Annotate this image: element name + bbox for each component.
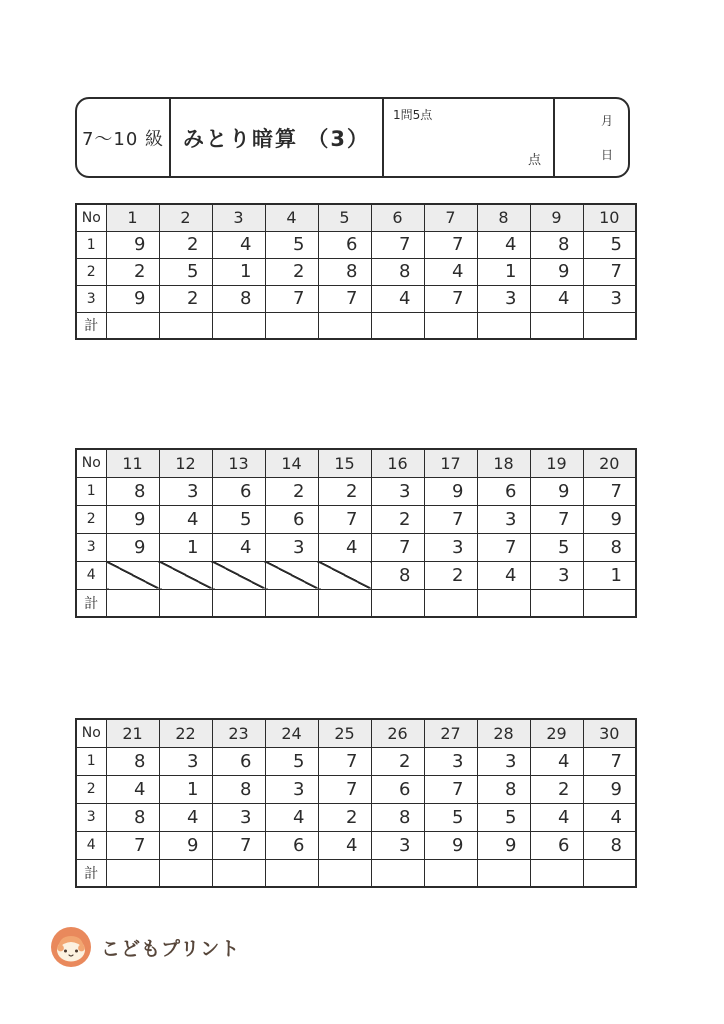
problem-number-header: 20 (583, 449, 636, 477)
problem-number-header: 8 (477, 204, 530, 231)
addend-cell: 3 (424, 533, 477, 561)
problem-number-header: 12 (159, 449, 212, 477)
addend-cell: 2 (530, 775, 583, 803)
problem-number-header: 10 (583, 204, 636, 231)
addend-cell: 3 (530, 561, 583, 589)
total-answer-cell (583, 589, 636, 617)
date-cell (555, 99, 628, 176)
addend-cell: 4 (530, 803, 583, 831)
addend-cell: 8 (106, 477, 159, 505)
score-cell (384, 99, 555, 176)
addend-cell: 7 (424, 505, 477, 533)
total-answer-cell (318, 859, 371, 887)
total-answer-cell (583, 312, 636, 339)
addend-cell: 7 (477, 533, 530, 561)
problem-number-header: 16 (371, 449, 424, 477)
addend-cell: 8 (477, 775, 530, 803)
addend-cell: 6 (265, 505, 318, 533)
addend-cell: 7 (424, 231, 477, 258)
addend-cell: 7 (265, 285, 318, 312)
total-row-label: 計 (76, 312, 106, 339)
row-number-label: 2 (76, 505, 106, 533)
addend-cell: 4 (159, 505, 212, 533)
addend-cell: 5 (159, 258, 212, 285)
addend-cell: 7 (424, 285, 477, 312)
problems-grid (75, 448, 637, 618)
addend-cell: 9 (159, 831, 212, 859)
addend-cell: 1 (583, 561, 636, 589)
addend-cell: 7 (530, 505, 583, 533)
addend-cell: 2 (106, 258, 159, 285)
row-number-label: 4 (76, 561, 106, 589)
total-answer-cell (530, 859, 583, 887)
row-number-label: 2 (76, 775, 106, 803)
addend-cell: 2 (159, 285, 212, 312)
row-number-label: 4 (76, 831, 106, 859)
addend-cell: 2 (265, 258, 318, 285)
total-answer-cell (265, 312, 318, 339)
addend-cell: 2 (318, 803, 371, 831)
addend-cell: 4 (318, 533, 371, 561)
problem-number-header: 17 (424, 449, 477, 477)
addend-cell: 4 (318, 831, 371, 859)
problem-number-header: 9 (530, 204, 583, 231)
total-answer-cell (106, 312, 159, 339)
problem-number-header: 27 (424, 719, 477, 747)
total-answer-cell (477, 312, 530, 339)
addend-cell: 3 (424, 747, 477, 775)
problem-number-header: 15 (318, 449, 371, 477)
addend-cell: 9 (106, 231, 159, 258)
problem-number-header: 7 (424, 204, 477, 231)
problem-number-header: 18 (477, 449, 530, 477)
addend-cell: 9 (530, 477, 583, 505)
logo-text: こどもプリント (101, 937, 241, 960)
score-unit-label: 点 (527, 153, 541, 168)
addend-cell: 8 (530, 231, 583, 258)
addend-cell: 7 (371, 533, 424, 561)
total-answer-cell (371, 859, 424, 887)
addend-cell: 2 (265, 477, 318, 505)
addend-cell: 2 (371, 505, 424, 533)
addend-cell: 8 (371, 803, 424, 831)
addend-cell: 4 (159, 803, 212, 831)
addend-cell: 4 (477, 231, 530, 258)
problems-table-2 (75, 448, 637, 618)
total-answer-cell (212, 589, 265, 617)
addend-cell: 6 (371, 775, 424, 803)
addend-cell: 9 (106, 533, 159, 561)
row-number-label: 1 (76, 477, 106, 505)
addend-cell: 7 (212, 831, 265, 859)
month-label: 月 (600, 114, 613, 128)
problem-number-header: 25 (318, 719, 371, 747)
addend-cell: 5 (265, 747, 318, 775)
slash-cell (318, 561, 371, 589)
total-answer-cell (265, 859, 318, 887)
addend-cell: 9 (424, 477, 477, 505)
addend-cell: 8 (371, 561, 424, 589)
addend-cell: 7 (318, 775, 371, 803)
addend-cell: 8 (212, 285, 265, 312)
problems-table-3 (75, 718, 637, 888)
total-answer-cell (424, 312, 477, 339)
total-answer-cell (371, 589, 424, 617)
problem-number-header: 3 (212, 204, 265, 231)
addend-cell: 4 (371, 285, 424, 312)
addend-cell: 5 (265, 231, 318, 258)
problem-number-header: 19 (530, 449, 583, 477)
problem-number-header: 1 (106, 204, 159, 231)
problem-number-header: 22 (159, 719, 212, 747)
addend-cell: 2 (371, 747, 424, 775)
problem-number-header: 5 (318, 204, 371, 231)
points-per-question-label: 1問5点 (393, 108, 433, 122)
no-column-header: No (76, 449, 106, 477)
addend-cell: 7 (318, 285, 371, 312)
addend-cell: 6 (212, 477, 265, 505)
addend-cell: 9 (530, 258, 583, 285)
problems-grid (75, 718, 637, 888)
addend-cell: 8 (106, 747, 159, 775)
row-number-label: 3 (76, 285, 106, 312)
addend-cell: 4 (583, 803, 636, 831)
slash-cell (265, 561, 318, 589)
total-answer-cell (530, 312, 583, 339)
addend-cell: 4 (477, 561, 530, 589)
addend-cell: 3 (371, 831, 424, 859)
addend-cell: 5 (583, 231, 636, 258)
addend-cell: 7 (583, 477, 636, 505)
addend-cell: 7 (583, 747, 636, 775)
addend-cell: 8 (212, 775, 265, 803)
row-number-label: 2 (76, 258, 106, 285)
problem-number-header: 26 (371, 719, 424, 747)
logo (50, 926, 240, 968)
addend-cell: 4 (530, 747, 583, 775)
addend-cell: 8 (583, 831, 636, 859)
slash-cell (159, 561, 212, 589)
addend-cell: 1 (159, 533, 212, 561)
addend-cell: 3 (212, 803, 265, 831)
addend-cell: 3 (583, 285, 636, 312)
problem-number-header: 24 (265, 719, 318, 747)
total-answer-cell (371, 312, 424, 339)
slash-cell (106, 561, 159, 589)
total-answer-cell (424, 859, 477, 887)
cat-logo-icon (50, 926, 92, 968)
addend-cell: 3 (265, 533, 318, 561)
total-answer-cell (318, 589, 371, 617)
addend-cell: 6 (212, 747, 265, 775)
addend-cell: 1 (212, 258, 265, 285)
addend-cell: 8 (583, 533, 636, 561)
problem-number-header: 28 (477, 719, 530, 747)
addend-cell: 4 (424, 258, 477, 285)
total-answer-cell (212, 859, 265, 887)
problem-number-header: 13 (212, 449, 265, 477)
total-answer-cell (477, 589, 530, 617)
addend-cell: 8 (106, 803, 159, 831)
addend-cell: 7 (318, 505, 371, 533)
addend-cell: 5 (530, 533, 583, 561)
total-answer-cell (159, 859, 212, 887)
addend-cell: 5 (212, 505, 265, 533)
total-answer-cell (477, 859, 530, 887)
row-number-label: 3 (76, 533, 106, 561)
problem-number-header: 6 (371, 204, 424, 231)
problem-number-header: 30 (583, 719, 636, 747)
day-label: 日 (600, 148, 613, 162)
row-number-label: 3 (76, 803, 106, 831)
addend-cell: 6 (265, 831, 318, 859)
addend-cell: 9 (583, 505, 636, 533)
addend-cell: 9 (106, 505, 159, 533)
addend-cell: 4 (265, 803, 318, 831)
addend-cell: 7 (583, 258, 636, 285)
grade-cell (77, 99, 171, 176)
problem-number-header: 23 (212, 719, 265, 747)
total-row-label: 計 (76, 859, 106, 887)
addend-cell: 9 (477, 831, 530, 859)
addend-cell: 6 (477, 477, 530, 505)
slash-cell (212, 561, 265, 589)
addend-cell: 3 (159, 477, 212, 505)
total-answer-cell (106, 859, 159, 887)
total-answer-cell (424, 589, 477, 617)
addend-cell: 2 (318, 477, 371, 505)
problem-number-header: 11 (106, 449, 159, 477)
addend-cell: 3 (265, 775, 318, 803)
problem-number-header: 29 (530, 719, 583, 747)
addend-cell: 1 (477, 258, 530, 285)
addend-cell: 7 (318, 747, 371, 775)
addend-cell: 2 (159, 231, 212, 258)
total-answer-cell (159, 312, 212, 339)
addend-cell: 7 (371, 231, 424, 258)
addend-cell: 3 (477, 285, 530, 312)
total-row-label: 計 (76, 589, 106, 617)
problems-table-1 (75, 203, 637, 340)
title-cell (171, 99, 384, 176)
addend-cell: 3 (477, 747, 530, 775)
addend-cell: 9 (424, 831, 477, 859)
total-answer-cell (106, 589, 159, 617)
addend-cell: 6 (318, 231, 371, 258)
worksheet-header (75, 97, 630, 178)
addend-cell: 6 (530, 831, 583, 859)
problems-grid (75, 203, 637, 340)
addend-cell: 5 (477, 803, 530, 831)
addend-cell: 8 (371, 258, 424, 285)
addend-cell: 8 (318, 258, 371, 285)
problem-number-header: 4 (265, 204, 318, 231)
total-answer-cell (530, 589, 583, 617)
total-answer-cell (318, 312, 371, 339)
no-column-header: No (76, 204, 106, 231)
addend-cell: 3 (477, 505, 530, 533)
addend-cell: 4 (212, 231, 265, 258)
addend-cell: 9 (106, 285, 159, 312)
addend-cell: 7 (424, 775, 477, 803)
worksheet-title: みとり暗算 （3） (183, 126, 370, 151)
problem-number-header: 2 (159, 204, 212, 231)
total-answer-cell (159, 589, 212, 617)
total-answer-cell (212, 312, 265, 339)
addend-cell: 9 (583, 775, 636, 803)
addend-cell: 3 (371, 477, 424, 505)
grade-label: 7〜10 級 (81, 128, 165, 150)
row-number-label: 1 (76, 747, 106, 775)
addend-cell: 5 (424, 803, 477, 831)
addend-cell: 2 (424, 561, 477, 589)
addend-cell: 7 (106, 831, 159, 859)
total-answer-cell (583, 859, 636, 887)
addend-cell: 3 (159, 747, 212, 775)
no-column-header: No (76, 719, 106, 747)
addend-cell: 4 (106, 775, 159, 803)
addend-cell: 4 (530, 285, 583, 312)
addend-cell: 1 (159, 775, 212, 803)
addend-cell: 4 (212, 533, 265, 561)
row-number-label: 1 (76, 231, 106, 258)
problem-number-header: 21 (106, 719, 159, 747)
total-answer-cell (265, 589, 318, 617)
problem-number-header: 14 (265, 449, 318, 477)
